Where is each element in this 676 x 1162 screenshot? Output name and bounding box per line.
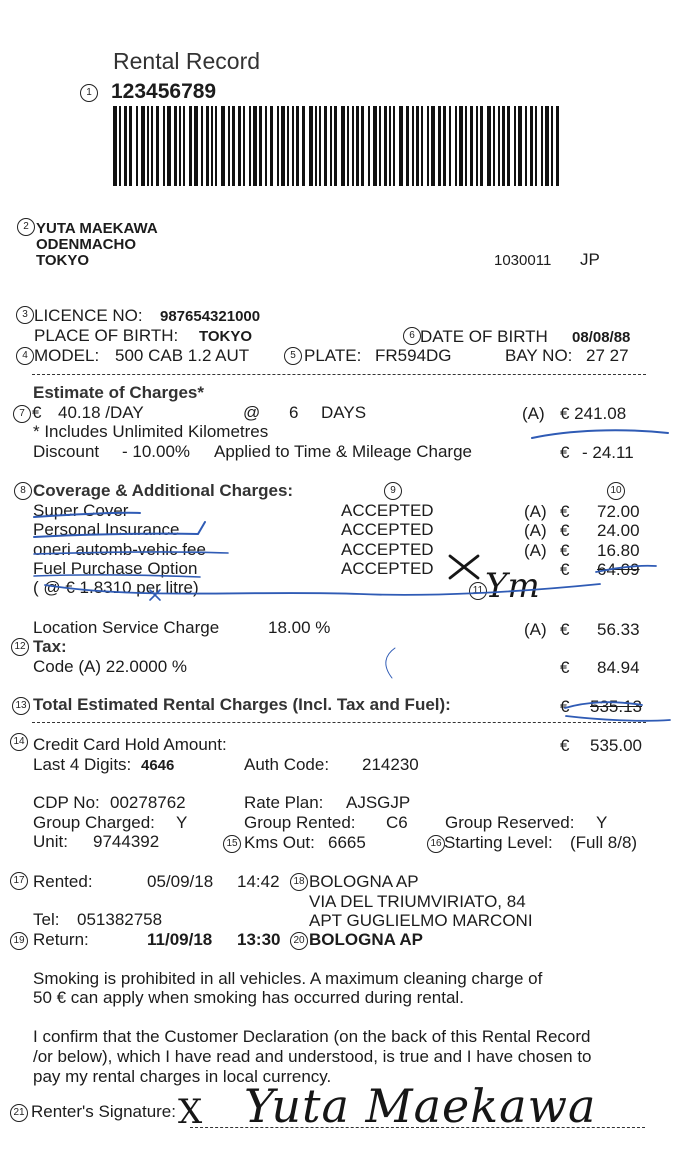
barcode-bar xyxy=(324,106,327,186)
daily-rate: 40.18 /DAY xyxy=(58,403,144,422)
marker-17: 17 xyxy=(10,872,28,890)
barcode-bar xyxy=(253,106,257,186)
barcode-bar xyxy=(487,106,491,186)
tax-label: Tax: xyxy=(33,637,67,656)
signature-line xyxy=(190,1127,645,1128)
tax-amount: 84.94 xyxy=(597,658,640,677)
barcode-bar xyxy=(379,106,381,186)
rate-at: @ xyxy=(243,403,261,422)
marker-21: 21 xyxy=(10,1104,28,1122)
estimate-heading: Estimate of Charges* xyxy=(33,383,204,402)
barcode-bar xyxy=(431,106,435,186)
barcode-bar xyxy=(151,106,153,186)
unit-value: 9744392 xyxy=(93,832,160,851)
customer-postcode: 1030011 xyxy=(494,252,552,269)
cdp-value: 00278762 xyxy=(110,793,186,812)
hold-amount: 535.00 xyxy=(590,736,642,755)
marker-2: 2 xyxy=(17,218,35,236)
marker-9: 9 xyxy=(384,482,402,500)
coverage-item-amount: 72.00 xyxy=(597,502,640,521)
location-charge-code: (A) xyxy=(524,620,547,639)
marker-16: 16 xyxy=(427,835,445,853)
barcode-bar xyxy=(194,106,198,186)
barcode-bar xyxy=(265,106,267,186)
marker-19: 19 xyxy=(10,932,28,950)
record-number: 123456789 xyxy=(111,80,217,103)
starting-level-value: (Full 8/8) xyxy=(570,833,638,852)
barcode-bar xyxy=(427,106,429,186)
barcode-bar xyxy=(215,106,217,186)
return-time: 13:30 xyxy=(237,930,281,949)
group-reserved-label: Group Reserved: xyxy=(445,813,575,832)
rented-label: Rented: xyxy=(33,872,93,891)
coverage-item-status: ACCEPTED xyxy=(341,520,434,539)
discount-percent: - 10.00% xyxy=(122,442,191,461)
barcode-bar xyxy=(119,106,121,186)
barcode-bar xyxy=(525,106,527,186)
customer-address: ODENMACHO xyxy=(36,236,136,253)
barcode-bar xyxy=(296,106,299,186)
kms-out-label: Kms Out: xyxy=(244,833,315,852)
return-location: BOLOGNA AP xyxy=(309,930,423,949)
pickup-address-2: APT GUGLIELMO MARCONI xyxy=(309,911,533,930)
ink-tick xyxy=(386,648,395,678)
barcode-bar xyxy=(211,106,213,186)
tel-value: 051382758 xyxy=(77,910,163,929)
customer-country: JP xyxy=(580,250,600,269)
coverage-item-status: ACCEPTED xyxy=(341,540,434,559)
marker-7: 7 xyxy=(13,405,31,423)
discount-currency: € xyxy=(560,443,570,462)
tax-currency: € xyxy=(560,658,570,677)
discount-label: Discount xyxy=(33,442,100,461)
barcode-bar xyxy=(393,106,395,186)
barcode-bar xyxy=(399,106,403,186)
cdp-label: CDP No: xyxy=(33,793,100,812)
group-rented-label: Group Rented: xyxy=(244,813,356,832)
pickup-location: BOLOGNA AP xyxy=(309,872,419,891)
marker-6: 6 xyxy=(403,327,421,345)
marker-10: 10 xyxy=(607,482,625,500)
customer-city: TOKYO xyxy=(36,252,90,269)
licence-label: LICENCE NO: xyxy=(34,306,143,325)
handwritten-initials: Ym xyxy=(485,566,540,606)
barcode-bar xyxy=(502,106,505,186)
barcode-bar xyxy=(330,106,332,186)
barcode-bar xyxy=(449,106,451,186)
barcode-bar xyxy=(167,106,171,186)
barcode-bar xyxy=(221,106,225,186)
location-charge-amount: 56.33 xyxy=(597,620,640,639)
model-label: MODEL: xyxy=(34,346,100,365)
total-label: Total Estimated Rental Charges (Incl. Tax and Fuel): xyxy=(33,695,451,714)
barcode-bar xyxy=(129,106,132,186)
barcode-bar xyxy=(518,106,522,186)
coverage-item-code: (A) xyxy=(524,521,547,540)
barcode-bar xyxy=(228,106,230,186)
barcode-bar xyxy=(535,106,537,186)
barcode-bar xyxy=(287,106,289,186)
barcode-bar xyxy=(309,106,313,186)
barcode-bar xyxy=(315,106,317,186)
barcode-bar xyxy=(507,106,510,186)
barcode-bar xyxy=(319,106,321,186)
coverage-item-amount: 64.09 xyxy=(597,560,640,579)
ink-underline-rate xyxy=(532,430,668,438)
barcode-bar xyxy=(249,106,251,186)
barcode-bar xyxy=(493,106,495,186)
barcode-bar xyxy=(361,106,364,186)
marker-3: 3 xyxy=(16,306,34,324)
location-charge-label: Location Service Charge xyxy=(33,618,220,637)
barcode-bar xyxy=(174,106,177,186)
marker-12: 12 xyxy=(11,638,29,656)
customer-name: YUTA MAEKAWA xyxy=(36,220,158,237)
barcode-bar xyxy=(476,106,478,186)
barcode-bar xyxy=(232,106,235,186)
rental-days-label: DAYS xyxy=(321,403,367,422)
barcode-bar xyxy=(514,106,516,186)
barcode-bar xyxy=(163,106,165,186)
barcode-bar xyxy=(179,106,181,186)
marker-5: 5 xyxy=(284,347,302,365)
coverage-item-amount: 16.80 xyxy=(597,541,640,560)
date-of-birth-label: DATE OF BIRTH xyxy=(420,327,548,346)
rented-date: 05/09/18 xyxy=(147,872,214,891)
coverage-item-currency: € xyxy=(560,521,570,540)
auth-code-label: Auth Code: xyxy=(244,755,330,774)
barcode-bar xyxy=(341,106,345,186)
marker-8: 8 xyxy=(14,482,32,500)
tel-label: Tel: xyxy=(33,910,60,929)
barcode-bar xyxy=(201,106,203,186)
bay-label: BAY NO: xyxy=(505,346,573,365)
rented-time: 14:42 xyxy=(237,872,280,891)
unlimited-km-note: * Includes Unlimited Kilometres xyxy=(33,422,269,441)
signature-label: Renter's Signature: xyxy=(31,1102,176,1121)
barcode-bar xyxy=(352,106,354,186)
rate-plan-label: Rate Plan: xyxy=(244,793,324,812)
barcode-bar xyxy=(389,106,391,186)
tax-code: Code (A) 22.0000 % xyxy=(33,657,188,676)
barcode-bar xyxy=(541,106,543,186)
barcode-bar xyxy=(347,106,349,186)
barcode-bar xyxy=(334,106,337,186)
last4-label: Last 4 Digits: xyxy=(33,755,132,774)
unit-label: Unit: xyxy=(33,832,68,851)
marker-20: 20 xyxy=(290,932,308,950)
auth-code-value: 214230 xyxy=(362,755,419,774)
barcode-bar xyxy=(373,106,377,186)
barcode-bar xyxy=(156,106,159,186)
barcode-bar xyxy=(189,106,192,186)
coverage-heading: Coverage & Additional Charges: xyxy=(33,481,294,500)
return-date: 11/09/18 xyxy=(147,930,213,949)
coverage-item-name: Fuel Purchase Option xyxy=(33,559,198,578)
rate-plan-value: AJSGJP xyxy=(346,793,411,812)
hold-currency: € xyxy=(560,736,570,755)
last4-value: 4646 xyxy=(141,757,175,774)
barcode-bar xyxy=(238,106,241,186)
barcode-bar xyxy=(136,106,138,186)
divider xyxy=(32,374,646,375)
barcode-bar xyxy=(459,106,463,186)
location-charge-percent: 18.00 % xyxy=(268,618,331,637)
plate-value: FR594DG xyxy=(375,346,452,365)
coverage-item-status: ACCEPTED xyxy=(341,559,434,578)
barcode-bar xyxy=(480,106,483,186)
coverage-item-status: ACCEPTED xyxy=(341,501,434,520)
smoking-notice-line: 50 € can apply when smoking has occurred during rental. xyxy=(33,988,464,1007)
marker-11: 11 xyxy=(469,582,487,600)
barcode-bar xyxy=(259,106,262,186)
barcode-bar xyxy=(551,106,553,186)
group-charged-value: Y xyxy=(176,813,188,832)
total-currency: € xyxy=(560,697,570,716)
coverage-item-amount: 24.00 xyxy=(597,521,640,540)
coverage-item-name: Personal Insurance xyxy=(33,520,180,539)
barcode-bar xyxy=(270,106,273,186)
barcode-bar xyxy=(455,106,457,186)
discount-description: Applied to Time & Mileage Charge xyxy=(214,442,472,461)
signature-x-mark: X xyxy=(178,1092,203,1132)
barcode-bar xyxy=(113,106,117,186)
barcode-bar xyxy=(147,106,149,186)
barcode-bar xyxy=(243,106,245,186)
barcode-bar xyxy=(356,106,359,186)
signature-handwritten[interactable]: Yuta Maekawa xyxy=(244,1079,597,1133)
barcode-bar xyxy=(384,106,387,186)
group-reserved-value: Y xyxy=(596,813,608,832)
plate-label: PLATE: xyxy=(304,346,362,365)
coverage-item-code: (A) xyxy=(524,502,547,521)
barcode-bar xyxy=(302,106,305,186)
marker-13: 13 xyxy=(12,697,30,715)
barcode xyxy=(113,106,563,186)
declaration-line: pay my rental charges in local currency. xyxy=(33,1067,332,1086)
barcode-bar xyxy=(465,106,467,186)
coverage-item-name: Super Cover xyxy=(33,501,129,520)
group-charged-label: Group Charged: xyxy=(33,813,155,832)
bay-value: 27 27 xyxy=(586,346,629,365)
coverage-item-code: (A) xyxy=(524,541,547,560)
smoking-notice-line: Smoking is prohibited in all vehicles. A maximum cleaning charge of xyxy=(33,969,543,988)
barcode-bar xyxy=(438,106,441,186)
rate-code: (A) xyxy=(522,404,545,423)
location-charge-currency: € xyxy=(560,620,570,639)
divider xyxy=(32,722,646,723)
barcode-bar xyxy=(206,106,209,186)
licence-number: 987654321000 xyxy=(160,308,261,325)
barcode-bar xyxy=(368,106,370,186)
barcode-bar xyxy=(498,106,500,186)
rental-days-count: 6 xyxy=(289,403,299,422)
barcode-bar xyxy=(183,106,185,186)
barcode-bar xyxy=(277,106,279,186)
marker-1: 1 xyxy=(80,84,98,102)
fuel-price-note: ( @ € 1.8310 per litre) xyxy=(33,578,199,597)
barcode-bar xyxy=(545,106,549,186)
coverage-item-currency: € xyxy=(560,541,570,560)
barcode-bar xyxy=(292,106,294,186)
barcode-bar xyxy=(443,106,446,186)
coverage-item-currency: € xyxy=(560,560,570,579)
model-value: 500 CAB 1.2 AUT xyxy=(115,346,250,365)
rate-total: € 241.08 xyxy=(560,404,627,423)
total-amount: 535.13 xyxy=(590,697,642,716)
date-of-birth-value: 08/08/88 xyxy=(572,329,631,346)
marker-14: 14 xyxy=(10,733,28,751)
rate-currency: € xyxy=(32,403,42,422)
barcode-bar xyxy=(141,106,145,186)
pickup-address: VIA DEL TRIUMVIRIATO, 84 xyxy=(309,892,526,911)
group-rented-value: C6 xyxy=(386,813,408,832)
barcode-bar xyxy=(406,106,409,186)
place-of-birth-value: TOKYO xyxy=(199,328,253,345)
barcode-bar xyxy=(530,106,533,186)
barcode-bar xyxy=(124,106,127,186)
coverage-item-name: oneri automb-vehic fee xyxy=(33,540,206,559)
place-of-birth-label: PLACE OF BIRTH: xyxy=(34,326,179,345)
starting-level-label: Starting Level: xyxy=(444,833,553,852)
barcode-bar xyxy=(556,106,559,186)
barcode-bar xyxy=(416,106,419,186)
document-title: Rental Record xyxy=(113,48,261,74)
barcode-bar xyxy=(281,106,285,186)
marker-4: 4 xyxy=(16,347,34,365)
hold-amount-label: Credit Card Hold Amount: xyxy=(33,735,227,754)
barcode-bar xyxy=(470,106,473,186)
return-label: Return: xyxy=(33,930,89,949)
marker-18: 18 xyxy=(290,873,308,891)
marker-15: 15 xyxy=(223,835,241,853)
kms-out-value: 6665 xyxy=(328,833,366,852)
discount-amount: - 24.11 xyxy=(582,443,634,462)
barcode-bar xyxy=(421,106,423,186)
declaration-line: I confirm that the Customer Declaration (on the back of this Rental Record xyxy=(33,1027,591,1046)
coverage-item-currency: € xyxy=(560,502,570,521)
ink-x-mark xyxy=(450,556,478,578)
barcode-bar xyxy=(412,106,414,186)
declaration-line: /or below), which I have read and understood, is true and I have chosen to xyxy=(33,1047,592,1066)
